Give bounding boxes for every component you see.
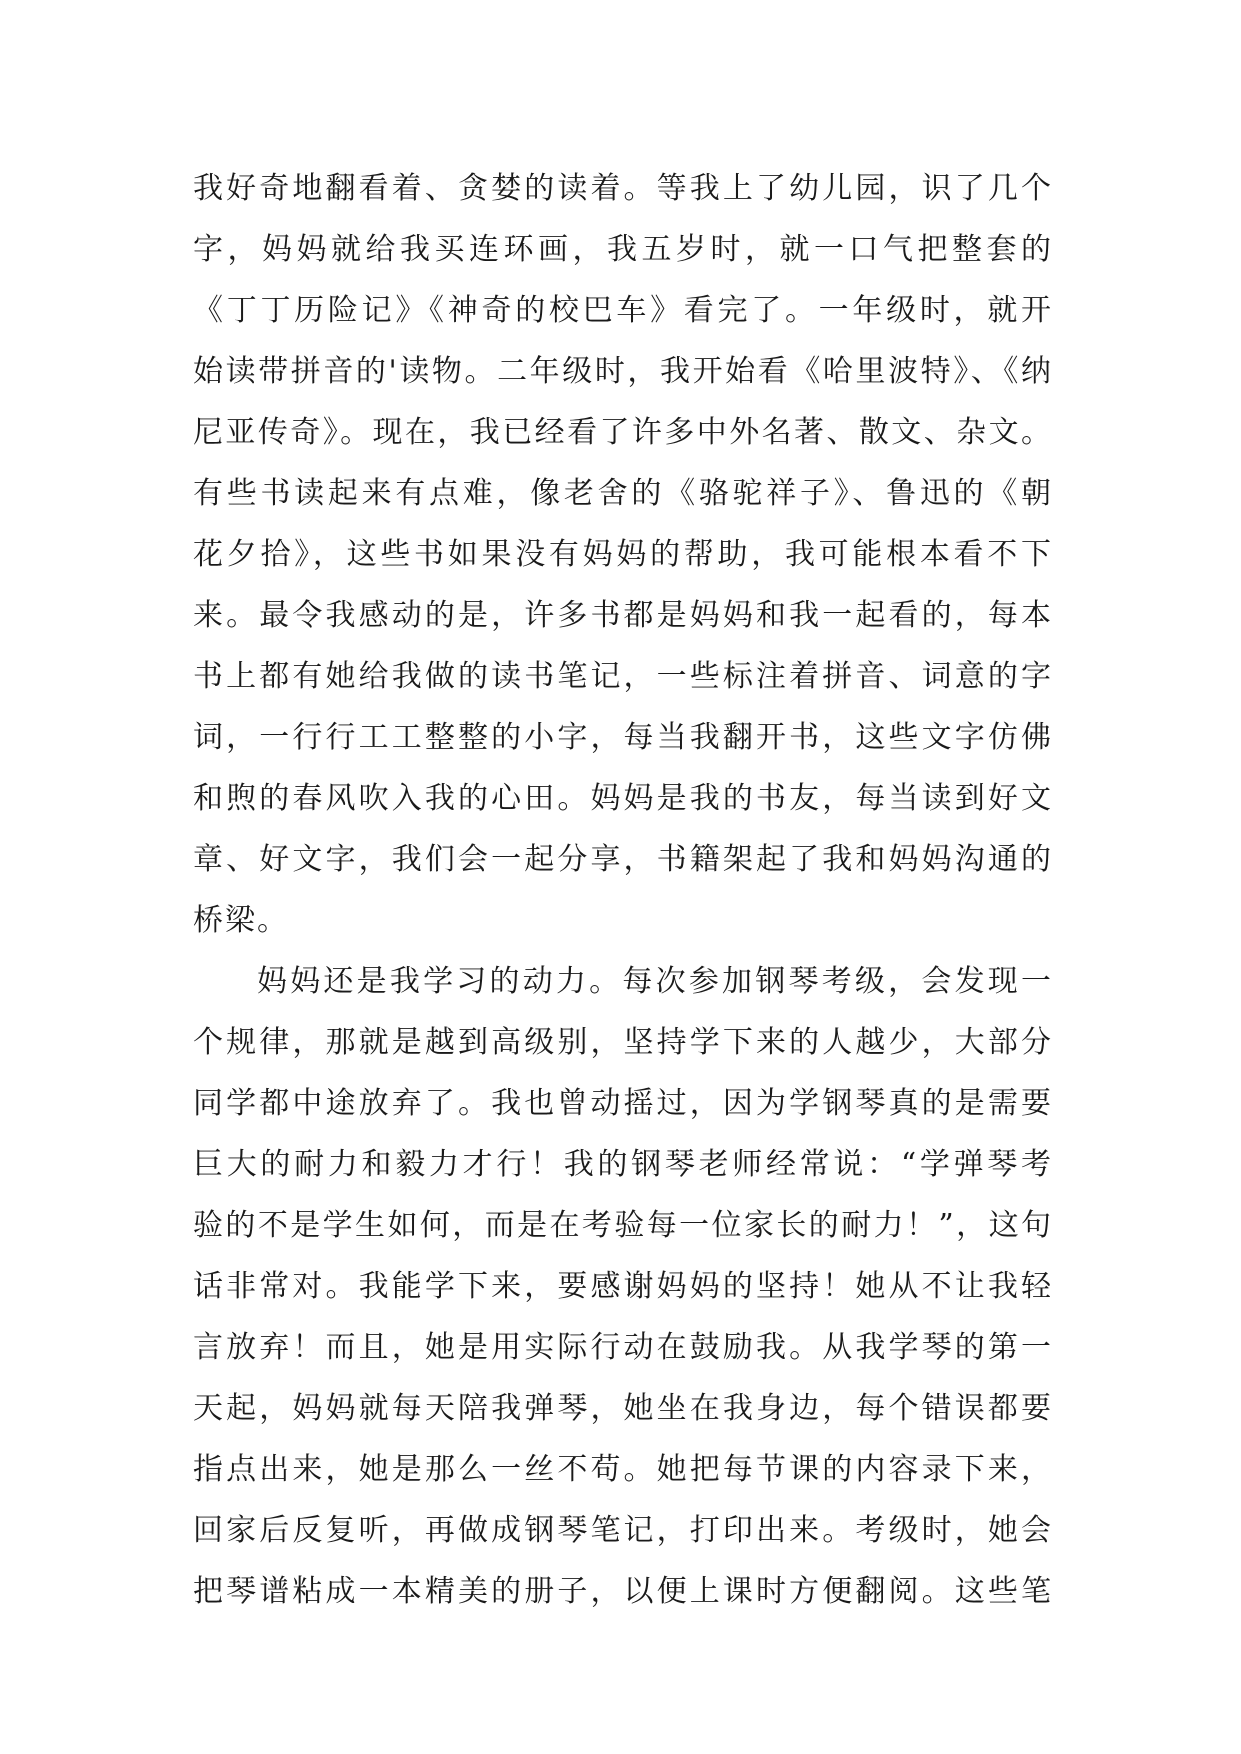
text-line: 个规律，那就是越到高级别，坚持学下来的人越少，大部分 — [193, 1025, 1053, 1060]
body-text — [193, 158, 1053, 1622]
text-line: 来。最令我感动的是，许多书都是妈妈和我一起看的，每本 — [193, 598, 1053, 633]
text-line: 天起，妈妈就每天陪我弹琴，她坐在我身边，每个错误都要 — [193, 1391, 1053, 1426]
text-line: 有些书读起来有点难，像老舍的《骆驼祥子》、鲁迅的《朝 — [193, 476, 1053, 511]
text-line: 始读带拼音的'读物。二年级时，我开始看《哈里波特》、《纳 — [193, 354, 1053, 389]
text-line: 回家后反复听，再做成钢琴笔记，打印出来。考级时，她会 — [193, 1513, 1053, 1548]
text-line: 我好奇地翻看着、贪婪的读着。等我上了幼儿园，识了几个 — [193, 171, 1053, 206]
text-line: 花夕拾》，这些书如果没有妈妈的帮助，我可能根本看不下 — [193, 537, 1053, 572]
text-line: 尼亚传奇》。现在，我已经看了许多中外名著、散文、杂文。 — [193, 415, 1053, 450]
text-line: 词，一行行工工整整的小字，每当我翻开书，这些文字仿佛 — [193, 720, 1053, 755]
paragraph-first-line: 妈妈还是我学习的动力。每次参加钢琴考级，会发现一 — [257, 964, 1053, 999]
text-line: 章、好文字，我们会一起分享，书籍架起了我和妈妈沟通的 — [193, 842, 1053, 877]
text-line: 巨大的耐力和毅力才行！我的钢琴老师经常说：“学弹琴考 — [193, 1147, 1053, 1182]
text-line: 书上都有她给我做的读书笔记，一些标注着拼音、词意的字 — [193, 659, 1053, 694]
paragraph-last-line: 桥梁。 — [193, 903, 289, 938]
text-line: 字，妈妈就给我买连环画，我五岁时，就一口气把整套的 — [193, 232, 1053, 267]
text-line: 话非常对。我能学下来，要感谢妈妈的坚持！她从不让我轻 — [193, 1269, 1053, 1304]
text-line: 和煦的春风吹入我的心田。妈妈是我的书友，每当读到好文 — [193, 781, 1053, 816]
text-line: 同学都中途放弃了。我也曾动摇过，因为学钢琴真的是需要 — [193, 1086, 1053, 1121]
text-line: 把琴谱粘成一本精美的册子，以便上课时方便翻阅。这些笔 — [193, 1574, 1053, 1609]
text-line: 指点出来，她是那么一丝不苟。她把每节课的内容录下来， — [193, 1452, 1053, 1487]
text-line: 《丁丁历险记》《神奇的校巴车》看完了。一年级时，就开 — [193, 293, 1053, 328]
text-line: 验的不是学生如何，而是在考验每一位家长的耐力！”，这句 — [193, 1208, 1053, 1243]
text-line: 言放弃！而且，她是用实际行动在鼓励我。从我学琴的第一 — [193, 1330, 1053, 1365]
